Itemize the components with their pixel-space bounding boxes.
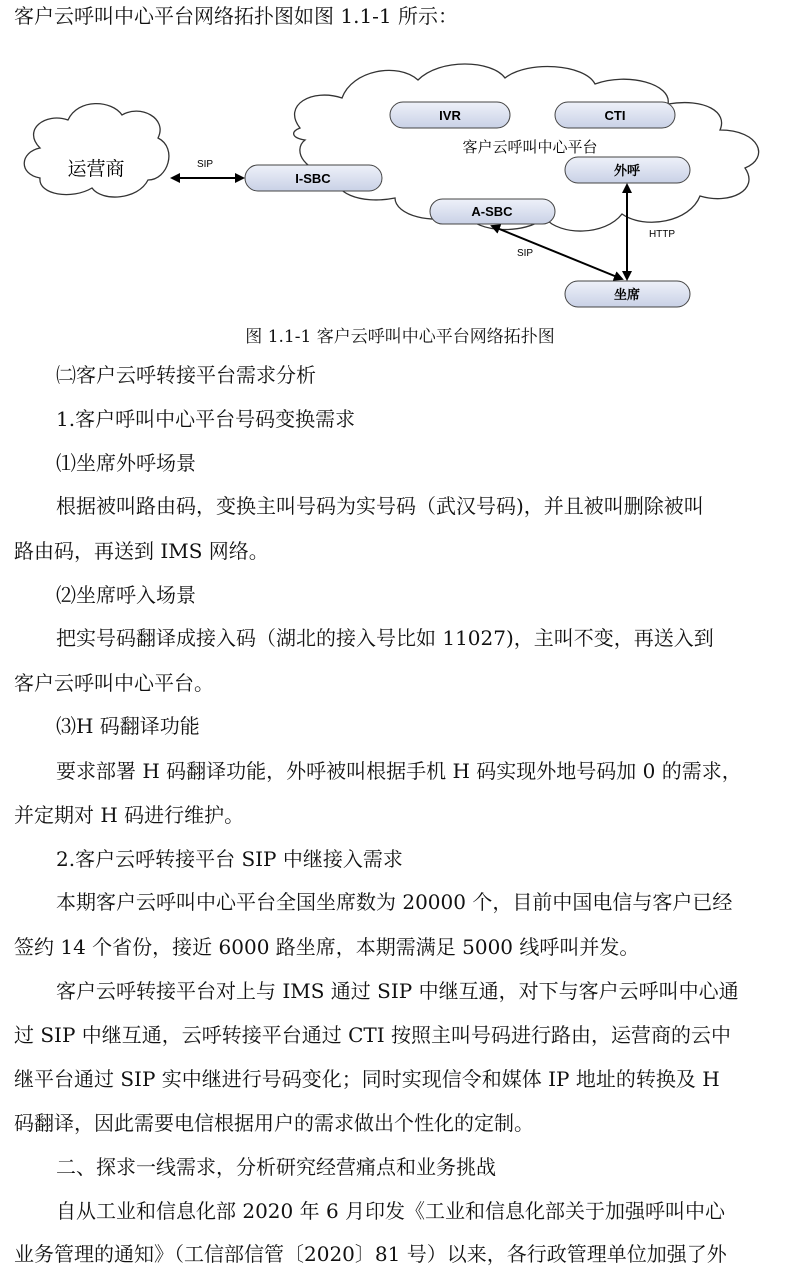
- sip-left-label: SIP: [196, 159, 214, 170]
- subsection-heading: 2.客户云呼转接平台 SIP 中继接入需求: [56, 847, 403, 871]
- subsection-heading: 1.客户呼叫中心平台号码变换需求: [56, 407, 356, 431]
- paragraph-line: 签约 14 个省份，接近 6000 路坐席，本期需满足 5000 线呼叫并发。: [14, 935, 640, 959]
- intro-text: 客户云呼叫中心平台网络拓扑图如图 1.1-1 所示：: [14, 4, 459, 28]
- paragraph-line: 客户云呼转接平台对上与 IMS 通过 SIP 中继互通，对下与客户云呼叫中心通: [56, 979, 739, 1003]
- paragraph-line: 并定期对 H 码进行维护。: [14, 803, 245, 827]
- cti-label: CTI: [604, 108, 626, 123]
- outbound-label: 外呼: [613, 163, 641, 178]
- item-heading: ⑵坐席呼入场景: [56, 583, 196, 607]
- paragraph-line: 自从工业和信息化部 2020 年 6 月印发《工业和信息化部关于加强呼叫中心: [56, 1199, 726, 1223]
- network-topology-diagram: [0, 40, 800, 320]
- paragraph-line: 过 SIP 中继互通，云呼转接平台通过 CTI 按照主叫号码进行路由，运营商的云中: [14, 1023, 732, 1047]
- agent-label: 坐席: [613, 287, 641, 302]
- item-heading: ⑶H 码翻译功能: [56, 714, 200, 738]
- paragraph-line: 码翻译，因此需要电信根据用户的需求做出个性化的定制。: [14, 1111, 534, 1135]
- section-heading: 二、探求一线需求，分析研究经营痛点和业务挑战: [56, 1155, 496, 1179]
- isbc-label: I-SBC: [295, 171, 331, 186]
- paragraph-line: 把实号码翻译成接入码（湖北的接入号比如 11027)，主叫不变，再送入到: [56, 626, 714, 650]
- asbc-agent-link: [492, 226, 622, 279]
- paragraph-line: 业务管理的通知》（工信部信管〔2020〕81 号）以来，各行政管理单位加强了外: [14, 1242, 727, 1266]
- http-label: HTTP: [648, 229, 676, 240]
- figure-caption: 图 1.1-1 客户云呼叫中心平台网络拓扑图: [245, 327, 555, 347]
- paragraph-line: 继平台通过 SIP 实中继进行号码变化；同时实现信令和媒体 IP 地址的转换及 H: [14, 1067, 720, 1091]
- paragraph-line: 客户云呼叫中心平台。: [14, 671, 214, 695]
- paragraph-line: 根据被叫路由码，变换主叫号码为实号码（武汉号码)，并且被叫删除被叫: [56, 494, 704, 518]
- section-heading: ㈡客户云呼转接平台需求分析: [56, 363, 316, 387]
- ivr-label: IVR: [439, 108, 461, 123]
- item-heading: ⑴坐席外呼场景: [56, 451, 196, 475]
- paragraph-line: 本期客户云呼叫中心平台全国坐席数为 20000 个，目前中国电信与客户已经: [56, 890, 733, 914]
- platform-label: 客户云呼叫中心平台: [462, 139, 598, 156]
- carrier-cloud: [24, 104, 169, 197]
- sip-right-label: SIP: [516, 248, 534, 259]
- paragraph-line: 要求部署 H 码翻译功能，外呼被叫根据手机 H 码实现外地号码加 0 的需求，: [56, 759, 742, 783]
- carrier-label: 运营商: [67, 159, 125, 180]
- asbc-label: A-SBC: [471, 204, 513, 219]
- paragraph-line: 路由码，再送到 IMS 网络。: [14, 539, 269, 563]
